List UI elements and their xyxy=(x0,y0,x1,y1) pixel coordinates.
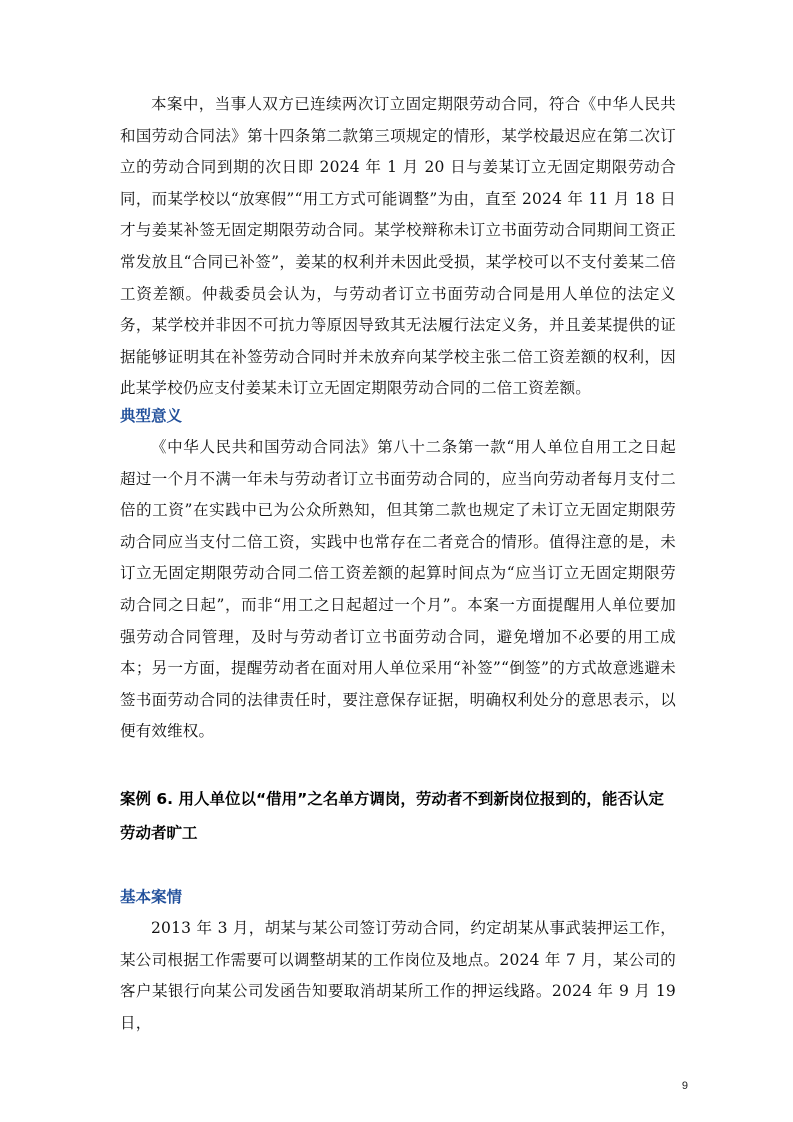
case-6-title: 案例 6. 用人单位以“借用”之名单方调岗，劳动者不到新岗位报到的，能否认定劳动者旷工 xyxy=(120,790,664,842)
significance-heading: 典型意义 xyxy=(120,407,183,425)
page-number: 9 xyxy=(681,1080,688,1092)
analysis-section xyxy=(120,89,676,405)
basic-facts-paragraph: 2013 年 3 月，胡某与某公司签订劳动合同，约定胡某从事武装押运工作，某公司根据工作需要可以调整胡某的工作岗位及地点。2024 年 7 月，某公司的客户某银行向某公司发函告知要取消胡某所工作的押运线路。2024 年 9 月 19 日， xyxy=(120,919,676,1032)
case-6-section xyxy=(120,782,676,850)
analysis-paragraph: 本案中，当事人双方已连续两次订立固定期限劳动合同，符合《中华人民共和国劳动合同法》第十四条第二款第三项规定的情形，某学校最迟应在第二次订立的劳动合同到期的次日即 2024 年 1 月 20 日与姜某订立无固定期限劳动合同，而某学校以“放寒假”“用工方式可能调整”为由，直至 2024 年 11 月 18 日才与姜某补签无固定期限劳动合同。某学校辩称未订立书面劳动合同期间工资正常发放且“合同已补签”，姜某的权利并未因此受损，某学校可以不支付姜某二倍工资差额。仲裁委员会认为，与劳动者订立书面劳动合同是用人单位的法定义务，某学校并非因不可抗力等原因导致其无法履行法定义务，并且姜某提供的证据能够证明其在补签劳动合同时并未放弃向某学校主张二倍工资差额的权利，因此某学校仍应支付姜某未订立无固定期限劳动合同的二倍工资差额。 xyxy=(120,95,676,398)
basic-facts-heading: 基本案情 xyxy=(120,888,183,906)
significance-paragraph: 《中华人民共和国劳动合同法》第八十二条第一款“用人单位自用工之日起超过一个月不满一年未与劳动者订立书面劳动合同的，应当向劳动者每月支付二倍的工资”在实践中已为公众所熟知，但其第二款也规定了未订立无固定期限劳动合同应当支付二倍工资，实践中也常存在二者竞合的情形。值得注意的是，未订立无固定期限劳动合同二倍工资差额的起算时间点为“应当订立无固定期限劳动合同之日起”，而非“用工之日起超过一个月”。本案一方面提醒用人单位要加强劳动合同管理，及时与劳动者订立书面劳动合同，避免增加不必要的用工成本；另一方面，提醒劳动者在面对用人单位采用“补签”“倒签”的方式故意逃避未签书面劳动合同的法律责任时，要注意保存证据，明确权利处分的意思表示，以便有效维权。 xyxy=(120,438,676,741)
basic-facts-section xyxy=(120,885,676,1039)
significance-section xyxy=(120,404,676,748)
